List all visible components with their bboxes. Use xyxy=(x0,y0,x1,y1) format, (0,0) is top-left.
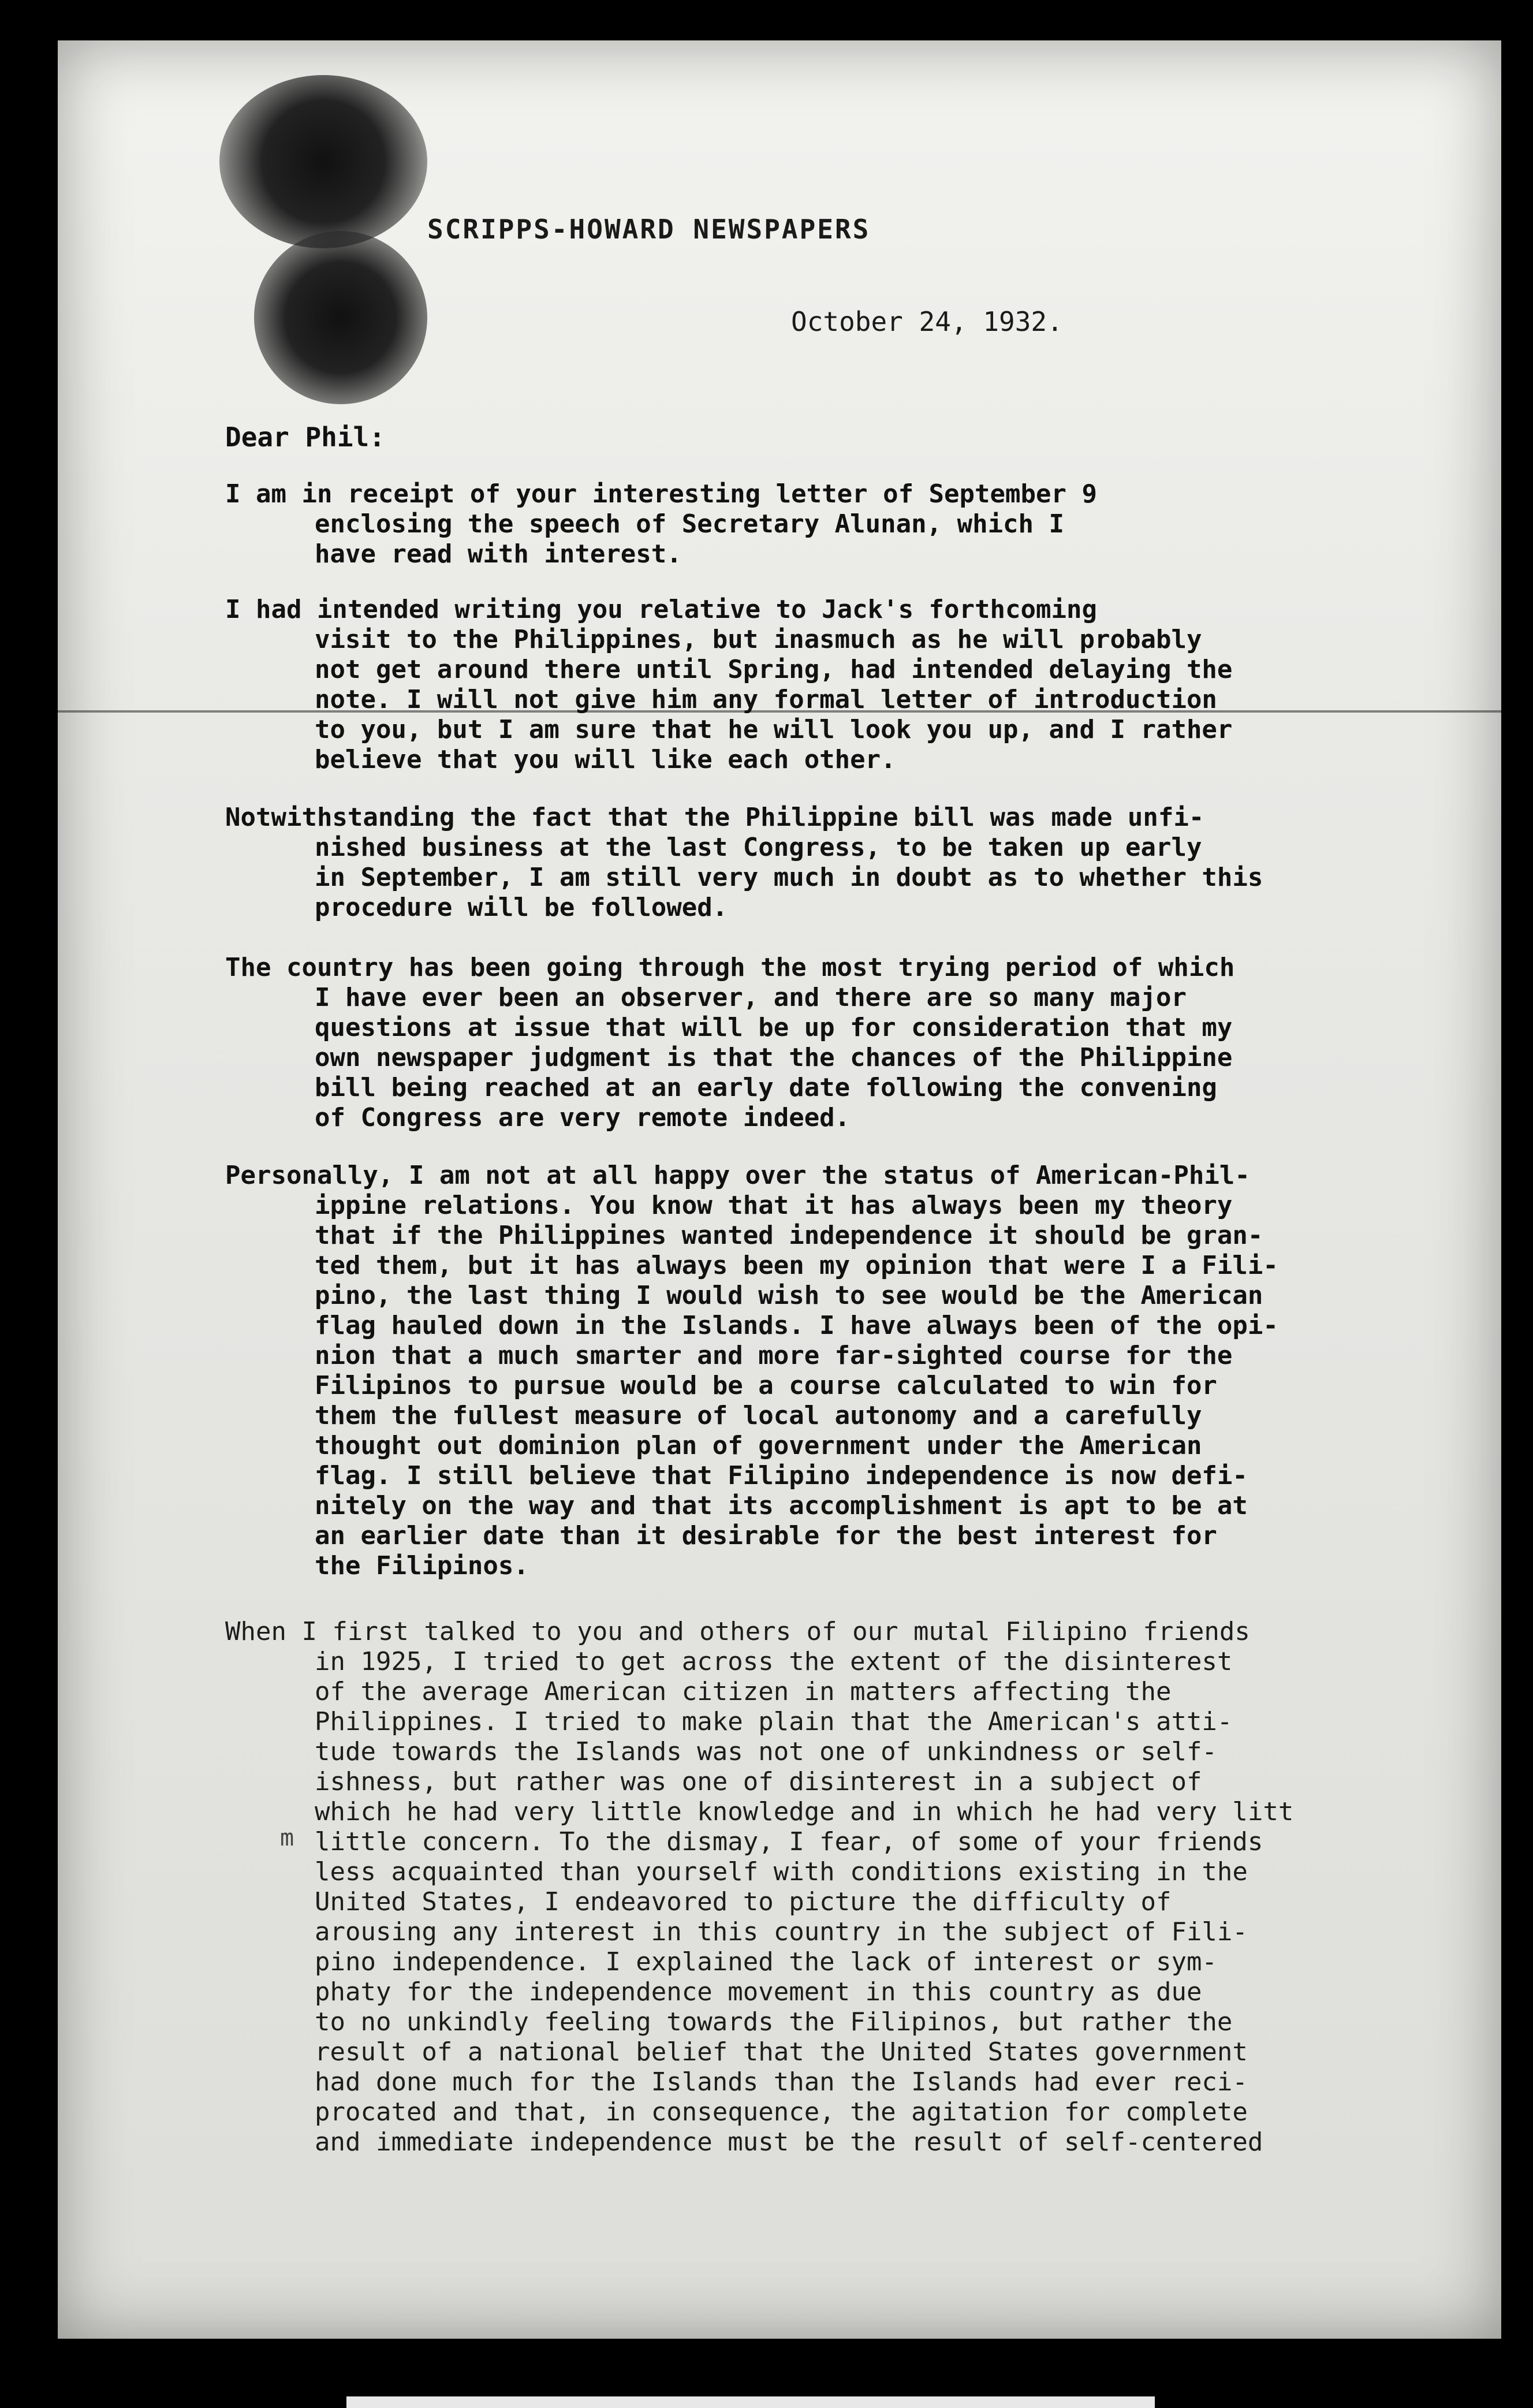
margin-note: m xyxy=(280,1825,294,1851)
text-line: nion that a much smarter and more far-sighted course for the xyxy=(315,1341,1233,1370)
ink-stain xyxy=(219,75,427,248)
text-line: I had intended writing you relative to Jack's forthcoming xyxy=(225,595,1097,624)
scan-edge-strip xyxy=(346,2396,1155,2408)
text-line: pino, the last thing I would wish to see would be the American xyxy=(315,1281,1263,1310)
text-line: I have ever been an observer, and there are so many major xyxy=(315,983,1187,1012)
letter-page xyxy=(58,40,1501,2339)
text-line: ippine relations. You know that it has always been my theory xyxy=(315,1191,1233,1220)
paragraph-4 xyxy=(225,953,1495,1133)
text-line: visit to the Philippines, but inasmuch as he will probably xyxy=(315,625,1202,654)
text-line: in September, I am still very much in doubt as to whether this xyxy=(315,863,1263,892)
paragraph-1 xyxy=(225,479,1495,569)
text-line: questions at issue that will be up for consideration that my xyxy=(315,1013,1233,1042)
text-line: of the average American citizen in matters affecting the xyxy=(315,1677,1172,1706)
text-line: had done much for the Islands than the Islands had ever reci- xyxy=(315,2067,1248,2097)
text-line: Notwithstanding the fact that the Philippine bill was made unfi- xyxy=(225,803,1204,832)
text-line: believe that you will like each other. xyxy=(315,745,896,774)
text-line: own newspaper judgment is that the chances of the Philippine xyxy=(315,1043,1233,1072)
text-line: of Congress are very remote indeed. xyxy=(315,1103,851,1132)
text-line: flag. I still believe that Filipino independence is now defi- xyxy=(315,1461,1248,1490)
ink-stain xyxy=(254,231,427,404)
text-line: When I first talked to you and others of our mutal Filipino friends xyxy=(225,1617,1250,1646)
text-line: Philippines. I tried to make plain that the American's atti- xyxy=(315,1707,1233,1736)
text-line: nitely on the way and that its accomplishment is apt to be at xyxy=(315,1491,1248,1520)
text-line: in 1925, I tried to get across the extent of the disinterest xyxy=(315,1647,1233,1676)
text-line: note. I will not give him any formal letter of introduction xyxy=(315,685,1217,714)
text-line: enclosing the speech of Secretary Alunan, which I xyxy=(315,509,1065,539)
text-line: I am in receipt of your interesting letter of September 9 xyxy=(225,479,1097,509)
text-line: an earlier date than it desirable for the best interest for xyxy=(315,1521,1217,1550)
salutation: Dear Phil: xyxy=(225,422,385,453)
text-line: procedure will be followed. xyxy=(315,893,728,922)
paragraph-6 xyxy=(225,1617,1495,2157)
text-line: United States, I endeavored to picture the difficulty of xyxy=(315,1887,1172,1917)
text-line: the Filipinos. xyxy=(315,1551,529,1581)
text-line: The country has been going through the most trying period of which xyxy=(225,953,1235,982)
text-line: which he had very little knowledge and in which he had very litt xyxy=(315,1797,1294,1826)
text-line: and immediate independence must be the result of self-centered xyxy=(315,2127,1263,2157)
text-line: them the fullest measure of local autonomy and a carefully xyxy=(315,1401,1202,1430)
paragraph-2 xyxy=(225,595,1495,775)
text-line: procated and that, in consequence, the agitation for complete xyxy=(315,2097,1248,2127)
text-line: nished business at the last Congress, to be taken up early xyxy=(315,833,1202,862)
text-line: pino independence. I explained the lack of interest or sym- xyxy=(315,1947,1217,1977)
text-line: that if the Philippines wanted independence it should be gran- xyxy=(315,1221,1263,1250)
text-line: ted them, but it has always been my opinion that were I a Fili- xyxy=(315,1251,1278,1280)
text-line: little concern. To the dismay, I fear, of some of your friends xyxy=(315,1827,1263,1857)
text-line: to no unkindly feeling towards the Filipinos, but rather the xyxy=(315,2007,1233,2037)
text-line: less acquainted than yourself with conditions existing in the xyxy=(315,1857,1248,1887)
text-line: arousing any interest in this country in the subject of Fili- xyxy=(315,1917,1248,1947)
letter-date: October 24, 1932. xyxy=(791,306,1063,337)
text-line: thought out dominion plan of government under the American xyxy=(315,1431,1202,1460)
letterhead: SCRIPPS-HOWARD NEWSPAPERS xyxy=(427,214,871,245)
text-line: Personally, I am not at all happy over the status of American-Phil- xyxy=(225,1161,1250,1190)
paragraph-3 xyxy=(225,803,1495,923)
text-line: have read with interest. xyxy=(315,539,682,569)
text-line: phaty for the independence movement in this country as due xyxy=(315,1977,1202,2007)
text-line: to you, but I am sure that he will look you up, and I rather xyxy=(315,715,1233,744)
text-line: tude towards the Islands was not one of unkindness or self- xyxy=(315,1737,1217,1766)
text-line: ishness, but rather was one of disinterest in a subject of xyxy=(315,1767,1202,1796)
text-line: flag hauled down in the Islands. I have always been of the opi- xyxy=(315,1311,1278,1340)
text-line: result of a national belief that the United States government xyxy=(315,2037,1248,2067)
text-line: not get around there until Spring, had intended delaying the xyxy=(315,655,1233,684)
paragraph-5 xyxy=(225,1161,1495,1581)
text-line: Filipinos to pursue would be a course calculated to win for xyxy=(315,1371,1217,1400)
text-line: bill being reached at an early date following the convening xyxy=(315,1073,1217,1102)
